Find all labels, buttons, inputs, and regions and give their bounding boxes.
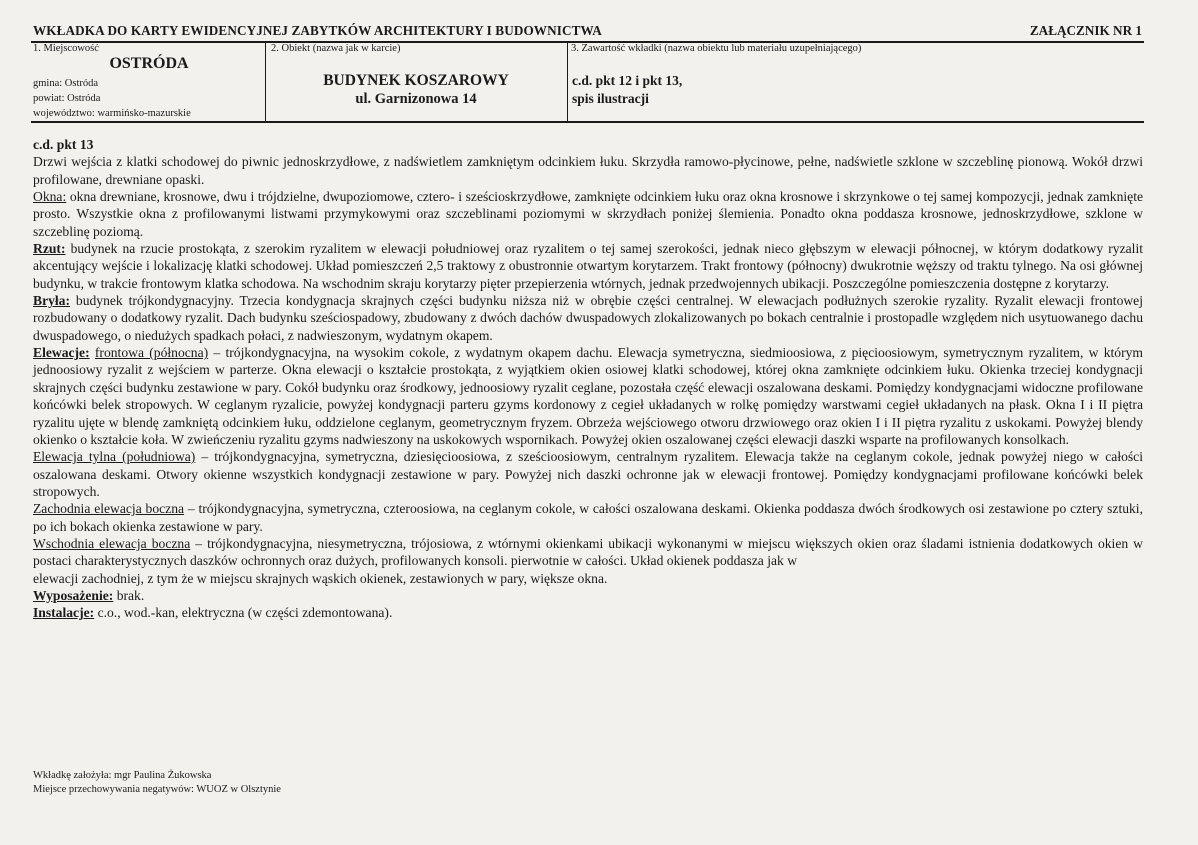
front-elevation-label: frontowa (północna) (94, 345, 209, 361)
section-heading: c.d. pkt 13 (33, 137, 94, 152)
doors-paragraph: Drzwi wejścia z klatki schodowej do piwnic jednoskrzydłowe, z nadświetlem zamkniętym odcinkiem łuku. Skrzydła ramowo-płycinowe, pełne, nadświetle szklone w szczeblinę pionową. Wokół drzwi profilowane, drewniane opaski. (33, 154, 1143, 187)
windows-paragraph (33, 188, 1143, 240)
installations-label: Instalacje: (33, 605, 95, 621)
contents-line-2: spis ilustracji (572, 91, 649, 106)
massing-paragraph (33, 292, 1143, 344)
installations-paragraph (33, 604, 1143, 621)
header-divider-2 (567, 41, 568, 122)
plan-text: budynek na rzucie prostokąta, z szerokim ryzalitem w elewacji południowej oraz ryzalitem o tej samej szerokości, jednak nieco głębszym w elewacji północnej, w którym dodatkowy ryzalit akcentujący wejście i lokalizację klatki schodowej. Układ pomieszczeń 2,5 traktowy z obustronnie otwartym korytarzem. Trakt frontowy (północny) dwukrotnie węższy od traktu tylnego. Na osi głównej budynku, w trakcie frontowym klatka schodowa. Na wschodnim skraju korytarzy pięter przepierzenia wtórnych, jednak przedwojennych ubikacji. Poszczególne pomieszczenia dostępne z korytarzy. (33, 241, 1143, 291)
massing-label: Bryła: (33, 293, 70, 309)
plan-label: Rzut: (33, 241, 66, 257)
wojewodztwo: województwo: warmińsko-mazurskie (33, 108, 191, 119)
cell2-label: 2. Obiekt (nazwa jak w karcie) (271, 43, 401, 54)
rear-elevation-paragraph (33, 448, 1143, 500)
windows-text: okna drewniane, krosnowe, dwu i trójdzielne, dwupoziomowe, cztero- i sześcioskrzydłowe, zamknięte odcinkiem łuku oraz okna krosnowe i skrzynkowe o tej samej kompozycji, jednak zamknięte prosto. Wszystkie okna z profilowanymi listwami przymykowymi oraz szczeblinami poziomymi w skrzydłach poniżej ślemienia. Ponadto okna poddasza krosnowe, jednoskrzydłowe, szklone w szczeblinę poziomą. (33, 189, 1143, 239)
east-elevation-continued: elewacji zachodniej, z tym że w miejscu skrajnych wąskich okienek, zestawionych w pary, większe okna. (33, 570, 608, 586)
east-elevation-label: Wschodnia elewacja boczna (33, 535, 191, 551)
footer-author: Wkładkę założyła: mgr Paulina Żukowska (33, 770, 212, 781)
front-elevation-text: – trójkondygnacyjna, na wysokim cokole, z wydatnym okapem dachu. Elewacja symetryczna, siedmioosiowa, z pięcioosiowym, symetrycznym ryzalitem, w którym jednoosiowy ryzalit z wejściem w parterze. Okna elewacji o kształcie prostokąta, z wyjątkiem okien osiowej klatki schodowej, której okna zamknięte odcinkiem łuku. Okienka trzeciej kondygnacji skrajnych części budynku zestawione w pary. Cokół budynku oraz środkowy, jednoosiowy ryzalit ceglane, pozostała część elewacji oszalowana deskami. Pomiędzy kondygnacjami widoczne profilowane końcówki belek stropowych. W ceglanym ryzalicie, powyżej kondygnacji parteru gzyms kordonowy z cegieł układanych w rolkę pomiędzy warstwami cegieł układanych na płask. Okna I i II piętra ryzalitu ujęte w blendę zamkniętą odcinkiem łuku, oddzielone ceglanym, geometrycznym fryzem. Obrzeża wejściowego otworu drzwiowego oraz okien I i II piętra ryzalitu z uskokami. Powyżej blendy okienko o kształcie koła. W zwieńczeniu ryzalitu gzyms nadwieszony na uskokowych wspornikach. Powyżej okien oszalowanej części elewacji daszki wsparte na profilowanych konsolkach. (33, 345, 1143, 447)
east-elevation-text: – trójkondygnacyjna, niesymetryczna, trójosiowa, z wtórnymi okienkami ubikacji wykonanymi w miejscu większych okien oraz śladami istnienia dodatkowych okien w postaci charakterystycznych daszków ochronnych oraz dużych, profilowanych konsoli. pierwotnie w całości. Układ okienek poddasza jak w (33, 535, 1143, 569)
rear-elevation-text: – trójkondygnacyjna, symetryczna, dziesięcioosiowa, z sześcioosiowym, centralnym ryzalitem. Elewacja także na ceglanym cokole, jednak powyżej niego w całości oszalowana deskami. Otwory okienne wszystkich kondygnacji zestawione w pary. Powyżej nich daszki ochronne jak w elewacji frontowej. Pomiędzy kondygnacjami profilowane końcówki belek stropowych. (33, 449, 1143, 499)
header-rule-bottom (31, 121, 1144, 123)
windows-label: Okna: (33, 189, 67, 205)
description-body (33, 136, 1143, 622)
powiat: powiat: Ostróda (33, 93, 101, 104)
form-title: WKŁADKA DO KARTY EWIDENCYJNEJ ZABYTKÓW ARCHITEKTURY I BUDOWNICTWA (33, 23, 602, 38)
west-elevation-label: Zachodnia elewacja boczna (33, 501, 185, 517)
annex-number: ZAŁĄCZNIK NR 1 (1029, 23, 1142, 38)
gmina: gmina: Ostróda (33, 78, 99, 89)
cell1-label: 1. Miejscowość (33, 43, 99, 54)
equipment-paragraph (33, 587, 1143, 604)
cell3-label: 3. Zawartość wkładki (nazwa obiektu lub materiału uzupełniającego) (571, 43, 862, 54)
plan-paragraph (33, 240, 1143, 292)
elevations-label: Elewacje: (33, 345, 90, 361)
massing-text: budynek trójkondygnacyjny. Trzecia kondygnacja skrajnych części budynku niższa niż w obrębie części centralnej. W elewacjach podłużnych szerokie ryzality. Ryzalit elewacji frontowej rozbudowany o dodatkowy ryzalit. Dach budynku sześciospadowy, zbudowany z dwóch dachów dwuspadowych zlokalizowanych po bokach centralnie i prostopadle względem nich usytuowanego dachu dwuspadowego, o niedużych spadkach połaci, z nadwieszonym, wydatnym okapem. (33, 293, 1143, 343)
object-name: BUDYNEK KOSZAROWY (323, 72, 509, 89)
west-elevation-text: – trójkondygnacyjna, symetryczna, czteroosiowa, na ceglanym cokole, w całości oszalowana deskami. Okienka poddasza dwóch środkowych osi zestawione po cztery sztuki, po ich bokach okienka zestawione w pary. (33, 501, 1143, 534)
object-address: ul. Garnizonowa 14 (355, 91, 477, 107)
installations-text: c.o., wod.-kan, elektryczna (w części zdemontowana). (94, 605, 393, 621)
town-name: OSTRÓDA (109, 55, 189, 72)
contents-line-1: c.d. pkt 12 i pkt 13, (572, 73, 683, 88)
equipment-text: brak. (113, 587, 145, 603)
equipment-label: Wyposażenie: (33, 587, 114, 603)
east-elevation-paragraph (33, 535, 1143, 570)
footer-storage: Miejsce przechowywania negatywów: WUOZ w Olsztynie (33, 784, 281, 795)
rear-elevation-label: Elewacja tylna (południowa) (33, 449, 196, 465)
west-elevation-paragraph (33, 500, 1143, 535)
elevations-paragraph (33, 344, 1143, 448)
